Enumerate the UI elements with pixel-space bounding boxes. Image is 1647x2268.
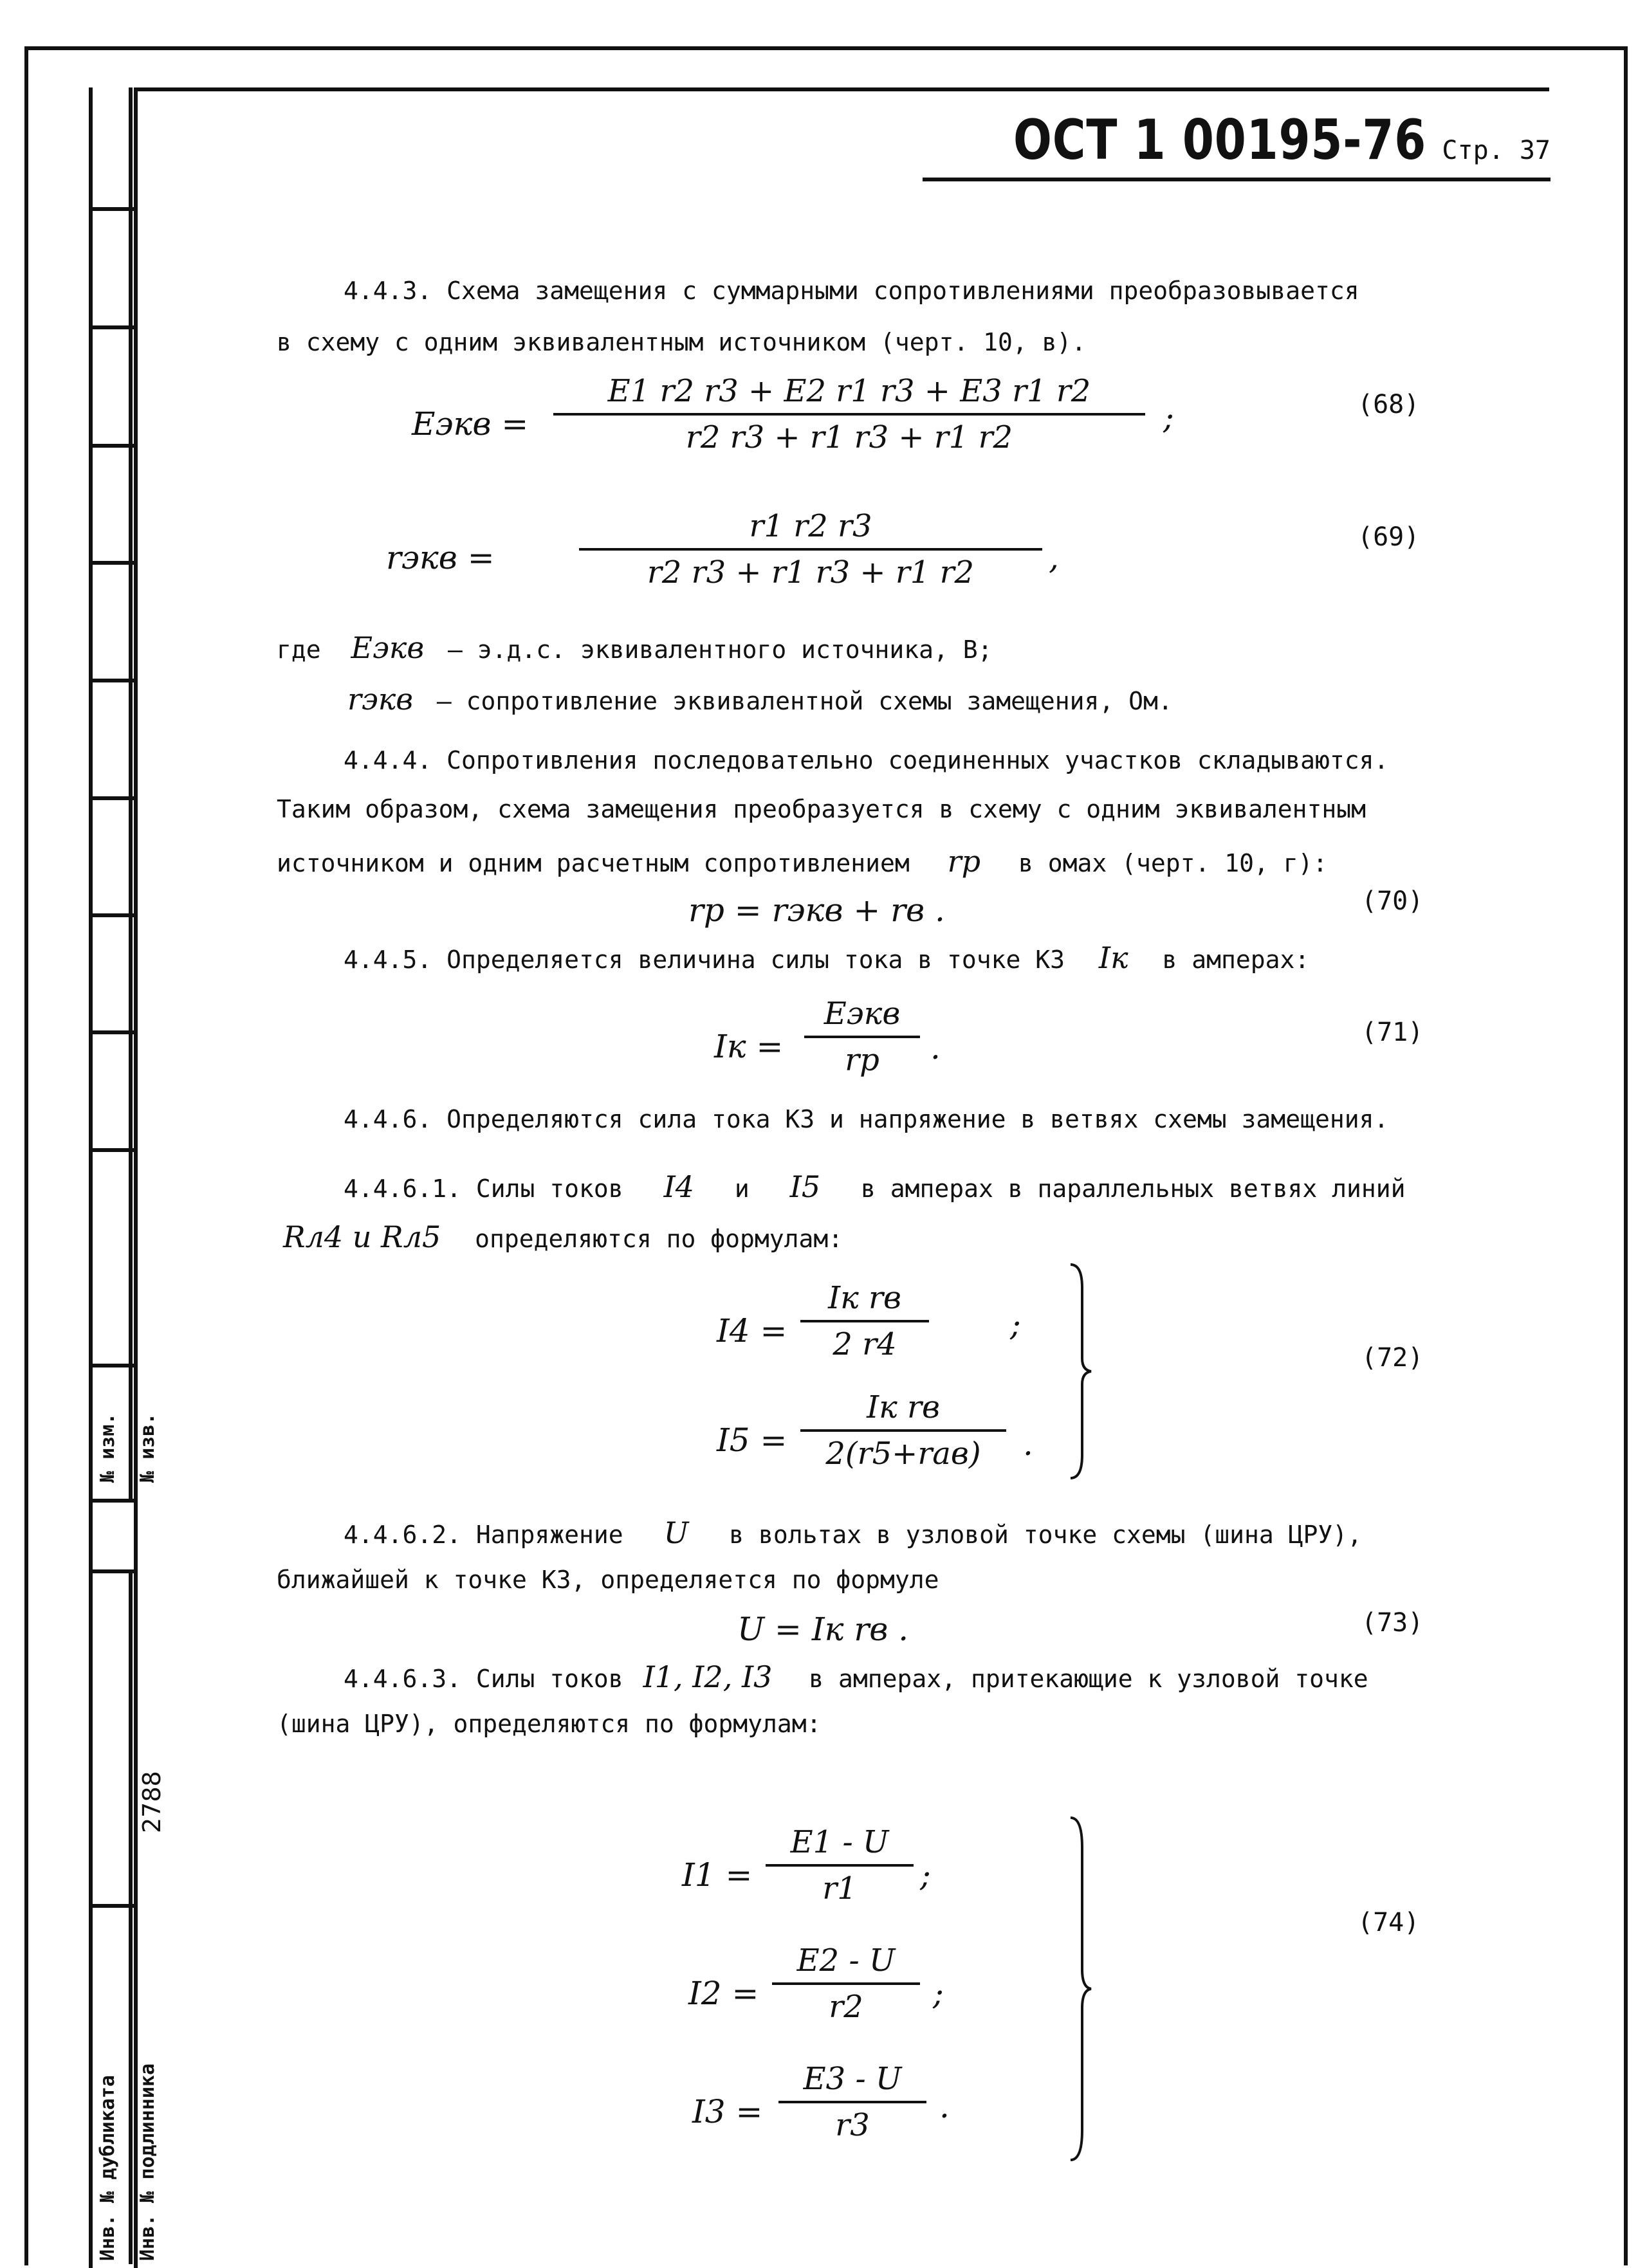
fraction-numerator: Iк rв [800, 1389, 1006, 1432]
paragraph-line [344, 940, 1309, 975]
fraction-numerator: E1 r2 r3 + E2 r1 r3 + E3 r1 r2 [553, 373, 1145, 416]
stamp-podl: Инв. № подлинника [136, 2063, 159, 2261]
text-span: в амперах: [1162, 946, 1310, 974]
fraction-numerator: r1 r2 r3 [579, 508, 1042, 551]
equation-fraction [766, 1824, 914, 1907]
strip-line [89, 325, 134, 329]
strip-line [89, 1499, 134, 1503]
stamp-number: 2788 [138, 1771, 166, 1833]
paragraph-line [277, 844, 1327, 879]
text-span: 4.4.6.2. Напряжение [344, 1521, 623, 1549]
where-word: где [277, 636, 321, 664]
stamp-dubl: Инв. № дубликата [97, 2075, 119, 2261]
text-span: 4.4.5. Определяется величина силы тока в точке КЗ [344, 946, 1065, 974]
symbol: rp [947, 844, 981, 879]
text-span: в амперах в параллельных ветвях линий [861, 1175, 1406, 1203]
strip-line [89, 87, 93, 2268]
text-span: в омах (черт. 10, г): [1018, 849, 1328, 877]
strip-line [89, 1030, 134, 1034]
right-brace [1068, 1815, 1094, 2163]
text-span: 4.4.6.1. Силы токов [344, 1175, 623, 1203]
document-code: ОСТ 1 00195-76 [1013, 108, 1427, 172]
equation: rp = rэкв + rв . [688, 892, 945, 929]
text-span: определяются по формулам: [475, 1225, 843, 1253]
fraction-denominator: r2 r3 + r1 r3 + r1 r2 [647, 554, 975, 590]
equation-lhs: I3 = [692, 2093, 763, 2130]
equation-lhs: Iк = [714, 1028, 784, 1065]
fraction-numerator: E2 - U [772, 1943, 920, 1985]
equation-tail: . [930, 1029, 941, 1066]
equation-number: (69) [1357, 522, 1420, 552]
equation-number: (73) [1361, 1608, 1424, 1638]
equation: U = Iк rв . [737, 1611, 909, 1648]
equation-tail: . [1023, 1425, 1033, 1463]
fraction-denominator: r2 [829, 1989, 863, 2025]
symbol: I1, I2, I3 [643, 1660, 773, 1694]
equation-tail: ; [933, 1975, 944, 2012]
strip-line [89, 679, 134, 682]
equation-tail: ; [920, 1856, 931, 1894]
paragraph-line [344, 1515, 1362, 1550]
strip-line [129, 1569, 133, 2264]
fraction-numerator: Eэкв [804, 996, 920, 1038]
symbol: U [663, 1515, 689, 1550]
equation-fraction [553, 373, 1145, 455]
symbol: Eэкв [351, 630, 425, 665]
text-span: в амперах, притекающие к узловой точке [809, 1665, 1368, 1693]
equation-tail: ; [1163, 399, 1174, 436]
page-header [923, 108, 1550, 181]
equation-number: (72) [1361, 1343, 1424, 1373]
equation-fraction [800, 1280, 929, 1362]
page-number: Стр. 37 [1442, 136, 1550, 165]
paragraph-line: 4.4.4. Сопротивления последовательно соединенных участков складываются. [344, 746, 1389, 774]
fraction-numerator: E3 - U [778, 2061, 926, 2103]
paragraph-line [344, 1169, 1406, 1204]
paragraph-line: Таким образом, схема замещения преобразуется в схему с одним эквивалентным [277, 795, 1366, 823]
text-span: и [734, 1175, 750, 1203]
paragraph-line: 4.4.6. Определяются сила тока КЗ и напряжение в ветвях схемы замещения. [344, 1105, 1389, 1133]
strip-line [89, 207, 134, 211]
fraction-numerator: E1 - U [766, 1824, 914, 1867]
text-span: источником и одним расчетным сопротивлением [277, 849, 910, 877]
equation-tail: . [939, 2088, 950, 2125]
stamp-izv: № изв. [136, 1413, 159, 1483]
paragraph-line: ближайшей к точке КЗ, определяется по формуле [277, 1566, 939, 1594]
symbol: Iк [1098, 940, 1128, 975]
paragraph-line [283, 1220, 843, 1254]
equation-fraction [778, 2061, 926, 2143]
equation-lhs: Eэкв = [412, 405, 529, 443]
definition-text: – э.д.с. эквивалентного источника, В; [448, 636, 993, 664]
paragraph-line: в схему с одним эквивалентным источником (черт. 10, в). [277, 328, 1087, 356]
fraction-numerator: Iк rв [800, 1280, 929, 1322]
strip-line [89, 913, 134, 917]
strip-line [89, 1904, 134, 1908]
equation-tail: , [1049, 539, 1059, 576]
fraction-denominator: 2 r4 [833, 1326, 897, 1362]
symbol: I5 [789, 1169, 821, 1204]
strip-line [89, 561, 134, 565]
equation-fraction [579, 508, 1042, 590]
equation-lhs: rэкв = [386, 539, 495, 576]
strip-line [89, 1364, 134, 1367]
equation-lhs: I2 = [688, 1975, 759, 2012]
fraction-denominator: rp [845, 1042, 879, 1078]
right-brace [1068, 1262, 1094, 1481]
strip-line [89, 796, 134, 800]
equation-fraction [800, 1389, 1006, 1472]
fraction-denominator: r3 [835, 2107, 870, 2143]
strip-line [89, 444, 134, 448]
definition-line [277, 630, 993, 665]
equation-lhs: I5 = [717, 1422, 787, 1459]
strip-line [89, 1148, 134, 1152]
definition-line [347, 682, 1173, 717]
fraction-denominator: r2 r3 + r1 r3 + r1 r2 [685, 419, 1013, 455]
equation-number: (71) [1361, 1018, 1424, 1047]
equation-lhs: I4 = [717, 1312, 787, 1349]
paragraph-line [344, 1660, 1368, 1694]
definition-text: – сопротивление эквивалентной схемы замещения, Ом. [436, 687, 1173, 715]
symbol: rэкв [347, 682, 413, 717]
equation-lhs: I1 = [682, 1856, 753, 1894]
strip-line [89, 1569, 134, 1573]
equation-fraction [772, 1943, 920, 2025]
equation-number: (74) [1357, 1908, 1420, 1937]
symbol: I4 [663, 1169, 695, 1204]
fraction-denominator: 2(r5+raв) [825, 1436, 981, 1472]
stamp-izm: № изм. [97, 1413, 119, 1483]
paragraph-line: 4.4.3. Схема замещения с суммарными сопротивлениями преобразовывается [344, 277, 1359, 305]
strip-line [129, 87, 133, 1503]
equation-fraction [804, 996, 920, 1078]
text-span: 4.4.6.3. Силы токов [344, 1665, 623, 1693]
equation-number: (68) [1357, 390, 1420, 419]
equation-number: (70) [1361, 886, 1424, 916]
equation-tail: ; [1010, 1306, 1021, 1343]
fraction-denominator: r1 [822, 1870, 857, 1907]
text-span: в вольтах в узловой точке схемы (шина ЦРУ), [729, 1521, 1363, 1549]
symbol: Rл4 и Rл5 [283, 1220, 441, 1254]
paragraph-line: (шина ЦРУ), определяются по формулам: [277, 1710, 822, 1738]
